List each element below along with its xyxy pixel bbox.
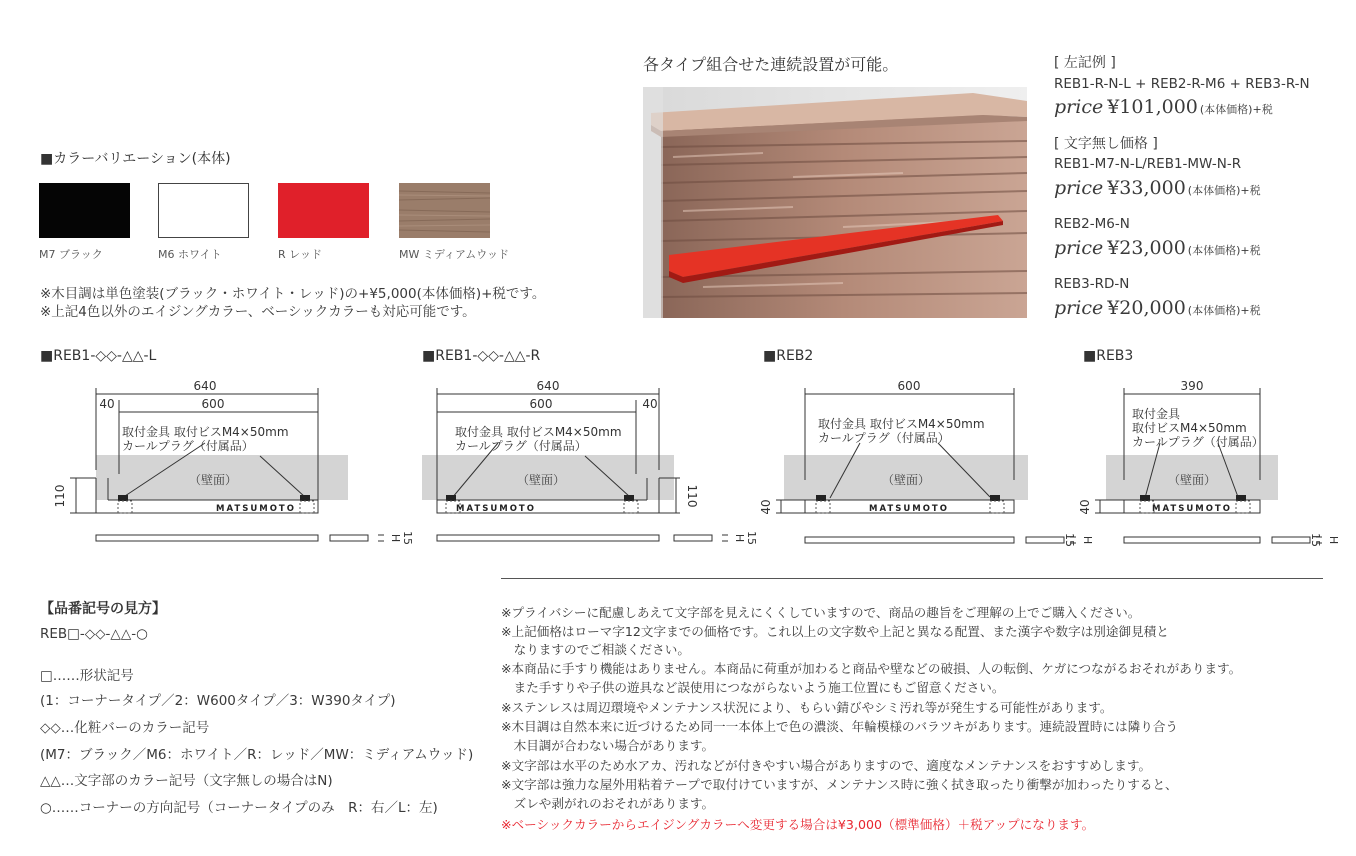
legend-format: REB□-◇◇-△△-○	[40, 626, 148, 642]
dim-40: 40	[759, 499, 773, 515]
left-example-heading: [ 左記例 ]	[1054, 55, 1116, 71]
price-value: ¥23,000	[1107, 237, 1186, 259]
note-line: ※木目調は自然本来に近づけるため同一一本体上で色の濃淡、年輪模様のバラツキがあります。連続設置時には隣り合う	[501, 719, 1179, 734]
bracket	[300, 495, 310, 501]
technical-diagrams	[0, 370, 1356, 560]
dim-390: 390	[1180, 379, 1204, 393]
plug-label: カールプラグ（付属品）	[455, 439, 587, 453]
price-label: price	[1054, 177, 1104, 199]
note-line: ※文字部は強力な屋外用粘着テープで取付けていますが、メンテナンス時に強く拭き取ったり衝撃が加わったりすると、	[501, 777, 1178, 792]
note-line: ※ステンレスは周辺環境やメンテナンス状況により、もらい錆びやシミ汚れ等が発生する可能性があります。	[501, 700, 1113, 715]
dim-40: 40	[1078, 499, 1092, 515]
note-line: ※本商品に手すり機能はありません。本商品に荷重が加わると商品や壁などの破損、人の転倒、ケガにつながるおそれがあります。	[501, 661, 1242, 676]
color-variation-heading: ■カラーバリエーション(本体)	[40, 151, 231, 167]
bracket	[118, 495, 128, 501]
item-price-line	[1054, 177, 1261, 199]
legend-line: (M7：ブラック／M6：ホワイト／R：レッド／MW：ミディアムウッド)	[40, 747, 474, 763]
note-red-line: ※ベーシックカラーからエイジングカラーへ変更する場合は¥3,000（標準価格）＋税アップになります。	[501, 817, 1095, 832]
dim-15: 15	[1309, 533, 1322, 547]
dim-15: 15	[401, 531, 414, 545]
plug-label: カールプラグ（付属品）	[818, 431, 950, 445]
dim-h: H	[733, 533, 746, 543]
dim-15: 15	[745, 531, 758, 545]
price-value: ¥33,000	[1107, 177, 1186, 199]
note-line: また手すりや子供の遊具など誤使用につながらないよう施工位置にもご留意ください。	[501, 680, 1005, 695]
dim-640: 640	[193, 379, 217, 393]
note-line: ズレや剥がれのおそれがあります。	[501, 796, 715, 811]
wall-label: （壁面）	[1167, 473, 1217, 487]
model-code: REB1-M7-N-L/REB1-MW-N-R	[1054, 156, 1242, 172]
model-code: REB3-RD-N	[1054, 276, 1130, 292]
note-line: 木目調が合わない場合があります。	[501, 738, 715, 753]
bracket	[624, 495, 634, 501]
swatch-label: M6 ホワイト	[158, 248, 222, 261]
brand-text: MATSUMOTO	[1152, 504, 1232, 514]
note-line: ※上記価格はローマ字12文字までの価格です。これ以上の文字数や上記と異なる配置、また漢字や数字は別途御見積と	[501, 624, 1169, 639]
legend-line: △△…文字部のカラー記号（文字無しの場合はN)	[40, 773, 333, 789]
plug-label: カールプラグ（付属品）	[1132, 435, 1264, 449]
stone-wall-photo	[643, 87, 1027, 318]
price-suffix: (本体価格)+税	[1187, 244, 1261, 257]
swatch-label: R レッド	[278, 248, 323, 261]
price-suffix: (本体価格)+税	[1199, 103, 1273, 116]
plug-label: カールプラグ（付属品）	[122, 439, 254, 453]
model-code: REB2-M6-N	[1054, 216, 1130, 232]
price-value: ¥101,000	[1107, 96, 1198, 118]
dim-15: 15	[1063, 533, 1076, 547]
brand-text: MATSUMOTO	[216, 504, 296, 514]
legend-line: □……形状記号	[40, 668, 134, 684]
dim-110: 110	[685, 484, 699, 508]
fitting-label: 取付ビスM4×50mm	[1132, 421, 1247, 435]
photo-caption: 各タイプ組合せた連続設置が可能。	[643, 55, 899, 74]
price-label: price	[1054, 237, 1104, 259]
dim-600: 600	[201, 397, 225, 411]
bracket	[446, 495, 456, 501]
dim-40: 40	[642, 397, 658, 411]
dim-600: 600	[529, 397, 553, 411]
dim-110: 110	[53, 484, 67, 508]
left-example-model: REB1-R-N-L + REB2-R-M6 + REB3-R-N	[1054, 76, 1310, 92]
legend-title: 【品番記号の見方】	[40, 601, 166, 617]
swatch-black	[39, 183, 130, 238]
bracket	[990, 495, 1000, 501]
swatch-label: MW ミディアムウッド	[399, 248, 509, 261]
price-label: price	[1054, 96, 1104, 118]
item-price-line	[1054, 297, 1261, 319]
dim-40: 40	[99, 397, 115, 411]
brand-text: MATSUMOTO	[456, 504, 536, 514]
color-note: ※上記4色以外のエイジングカラー、ベーシックカラーも対応可能です。	[40, 304, 476, 320]
note-line: ※プライバシーに配慮しあえて文字部を見えにくくしていますので、商品の趣旨をご理解の上でご購入ください。	[501, 605, 1141, 620]
dim-600: 600	[897, 379, 921, 393]
dim-h: H	[389, 533, 402, 543]
legend-line: (1：コーナータイプ／2：W600タイプ／3：W390タイプ)	[40, 693, 396, 709]
left-example-price-line	[1054, 96, 1273, 118]
wall-label: （壁面）	[881, 473, 931, 487]
fitting-label: 取付金具	[1132, 407, 1181, 421]
note-line: ※文字部は水平のため水アカ、汚れなどが付きやすい場合がありますので、適度なメンテナンスをおすすめします。	[501, 758, 1152, 773]
diagram-heading-reb1-l: ■REB1-◇◇-△△-L	[40, 348, 157, 364]
no-text-heading: [ 文字無し価格 ]	[1054, 136, 1158, 152]
diagram-heading-reb2: ■REB2	[763, 348, 814, 364]
note-line: なりますのでご相談ください。	[501, 642, 690, 657]
diagram-heading-reb3: ■REB3	[1083, 348, 1134, 364]
price-suffix: (本体価格)+税	[1187, 184, 1261, 197]
wall-label: （壁面）	[516, 473, 566, 487]
fitting-label: 取付金具 取付ビスM4×50mm	[122, 425, 289, 439]
swatch-wood	[399, 183, 490, 238]
swatch-red	[278, 183, 369, 238]
dim-h: H	[1081, 535, 1094, 545]
swatch-label: M7 ブラック	[39, 248, 103, 261]
fitting-label: 取付金具 取付ビスM4×50mm	[818, 417, 985, 431]
wall-label: （壁面）	[188, 473, 238, 487]
swatch-white	[158, 183, 249, 238]
color-note: ※木目調は単色塗装(ブラック・ホワイト・レッド)の+¥5,000(本体価格)+税です。	[40, 286, 546, 302]
legend-line: ○……コーナーの方向記号（コーナータイプのみ R：右／L：左)	[40, 800, 438, 816]
bracket	[816, 495, 826, 501]
diagram-heading-reb1-r: ■REB1-◇◇-△△-R	[422, 348, 541, 364]
price-value: ¥20,000	[1107, 297, 1186, 319]
item-price-line	[1054, 237, 1261, 259]
dim-640: 640	[536, 379, 560, 393]
bracket	[1236, 495, 1246, 501]
legend-line: ◇◇…化粧バーのカラー記号	[40, 720, 210, 736]
price-label: price	[1054, 297, 1104, 319]
dim-h: H	[1327, 535, 1340, 545]
divider	[501, 578, 1323, 579]
bracket	[1140, 495, 1150, 501]
fitting-label: 取付金具 取付ビスM4×50mm	[455, 425, 622, 439]
brand-text: MATSUMOTO	[869, 504, 949, 514]
price-suffix: (本体価格)+税	[1187, 304, 1261, 317]
